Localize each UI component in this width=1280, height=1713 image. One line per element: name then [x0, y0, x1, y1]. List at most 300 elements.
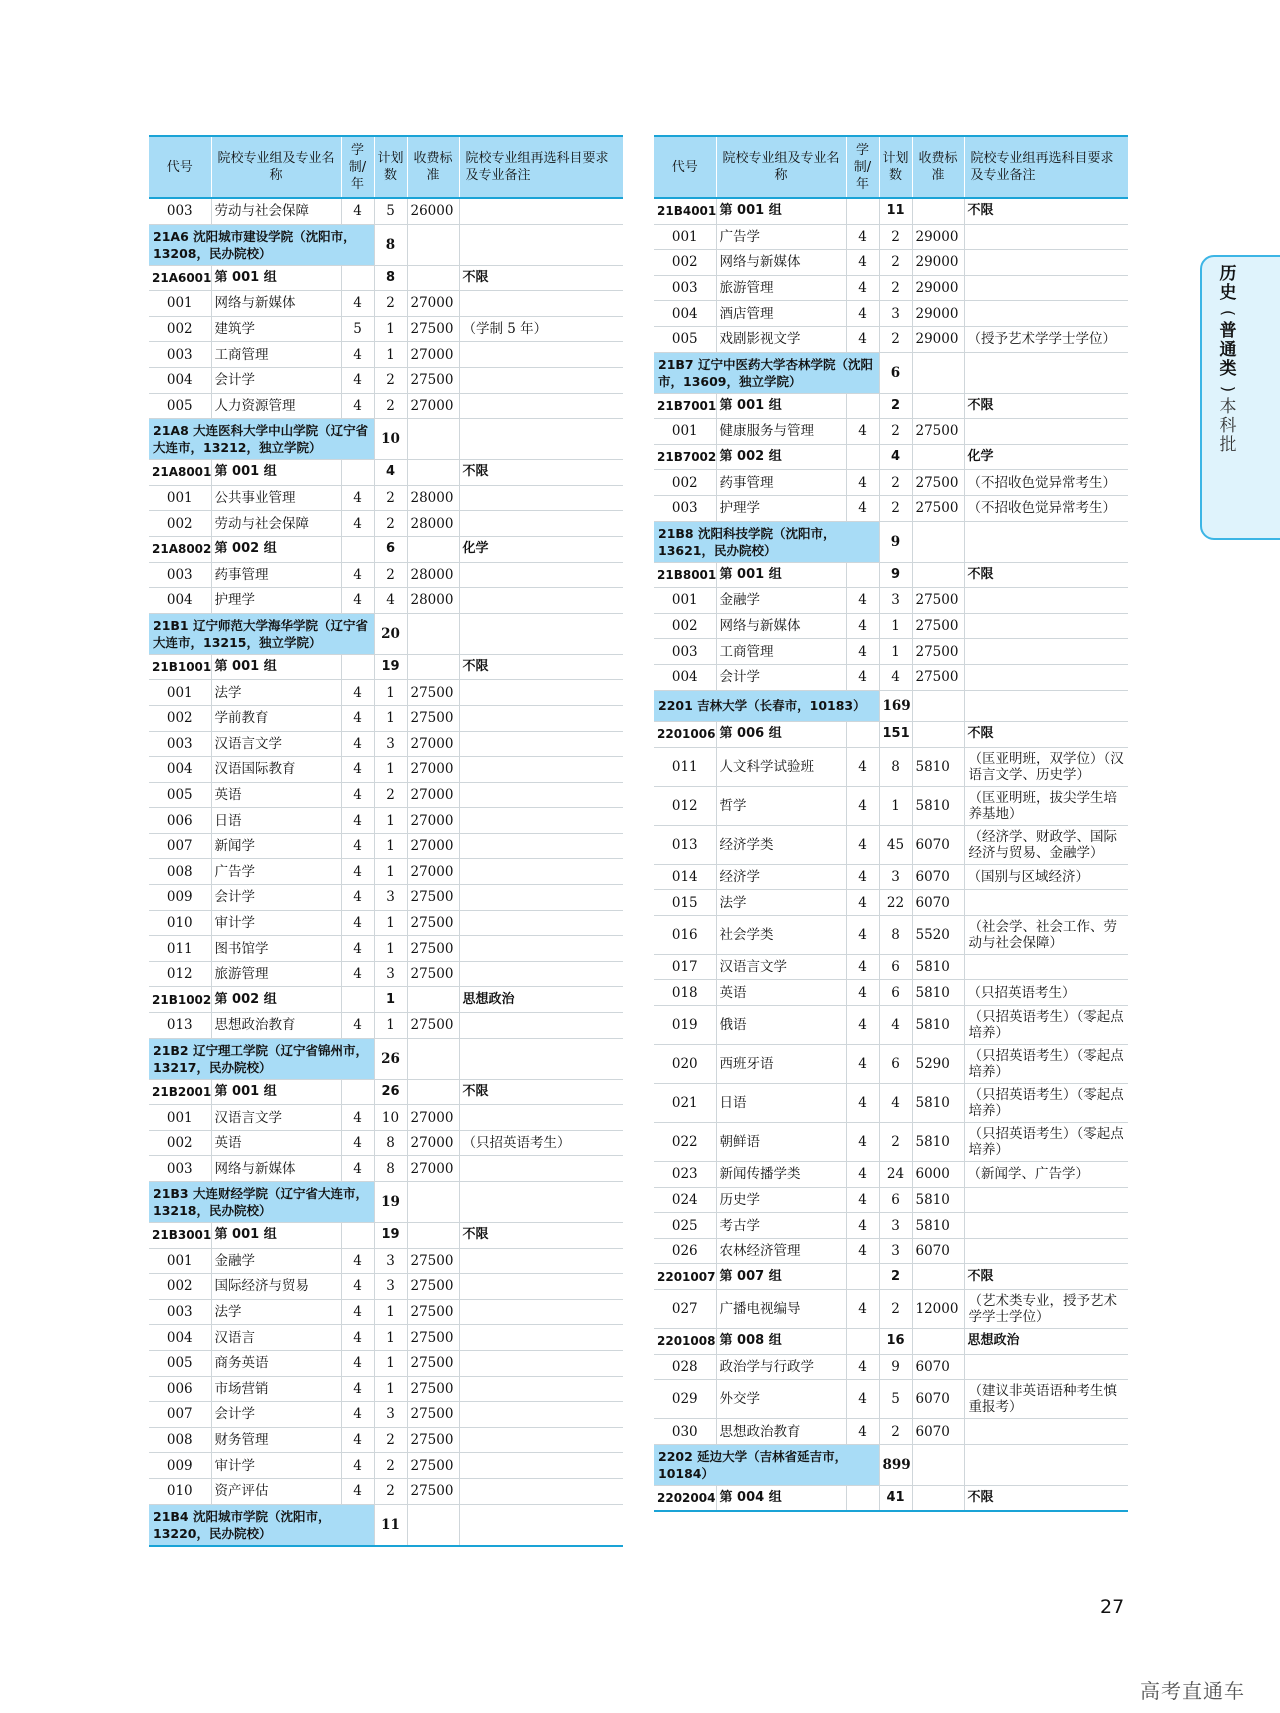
school-plan: 8 — [374, 224, 407, 265]
major-plan: 1 — [374, 705, 407, 731]
major-name: 法学 — [716, 890, 846, 916]
major-name: 建筑学 — [211, 316, 341, 342]
group-requirement: 不限 — [964, 722, 1128, 748]
major-row — [149, 342, 623, 368]
major-years: 4 — [341, 1105, 374, 1131]
major-code: 012 — [149, 961, 211, 987]
major-plan: 6 — [879, 1045, 912, 1084]
major-years: 4 — [846, 495, 879, 521]
major-fee: 6070 — [912, 1380, 964, 1419]
major-fee: 27000 — [407, 782, 459, 808]
major-remark — [459, 910, 623, 936]
major-years: 4 — [846, 588, 879, 614]
major-years: 4 — [846, 1290, 879, 1329]
major-name: 俄语 — [716, 1006, 846, 1045]
major-code: 009 — [149, 1453, 211, 1479]
major-fee: 26000 — [407, 198, 459, 224]
major-fee: 27000 — [407, 859, 459, 885]
major-name: 旅游管理 — [716, 275, 846, 301]
group-requirement: 不限 — [459, 1079, 623, 1105]
major-years: 4 — [341, 485, 374, 511]
major-years: 4 — [846, 915, 879, 954]
major-code: 001 — [654, 224, 716, 250]
major-code: 019 — [654, 1006, 716, 1045]
major-row — [149, 1130, 623, 1156]
major-fee: 27000 — [407, 833, 459, 859]
group-code: 2202004 — [654, 1485, 716, 1511]
major-plan: 2 — [374, 485, 407, 511]
group-requirement: 思想政治 — [459, 987, 623, 1013]
major-name: 农林经济管理 — [716, 1238, 846, 1264]
major-remark — [964, 275, 1128, 301]
major-name: 日语 — [716, 1084, 846, 1123]
major-name: 学前教育 — [211, 705, 341, 731]
group-requirement: 化学 — [964, 444, 1128, 470]
major-plan: 22 — [879, 890, 912, 916]
header-remark: 院校专业组再选科目要求及专业备注 — [964, 136, 1128, 198]
group-row — [654, 393, 1128, 419]
side-tab-batch: 本 科 批 — [1219, 397, 1237, 455]
major-years: 4 — [341, 198, 374, 224]
major-fee: 27000 — [407, 731, 459, 757]
major-plan: 3 — [374, 961, 407, 987]
major-remark — [459, 1274, 623, 1300]
empty-cell — [341, 1079, 374, 1105]
major-name: 工商管理 — [716, 639, 846, 665]
empty-cell — [407, 224, 459, 265]
major-row — [149, 1274, 623, 1300]
empty-cell — [964, 352, 1128, 393]
group-plan: 4 — [879, 444, 912, 470]
major-plan: 1 — [374, 808, 407, 834]
major-row — [654, 1084, 1128, 1123]
admission-table-right — [654, 135, 1128, 1512]
major-plan: 2 — [374, 291, 407, 317]
major-plan: 5 — [374, 198, 407, 224]
major-plan: 2 — [879, 224, 912, 250]
major-code: 002 — [149, 316, 211, 342]
major-plan: 1 — [879, 639, 912, 665]
major-plan: 2 — [374, 367, 407, 393]
major-fee: 29000 — [912, 275, 964, 301]
major-plan: 1 — [374, 910, 407, 936]
major-row — [149, 1453, 623, 1479]
major-remark — [459, 393, 623, 419]
group-plan: 2 — [879, 1264, 912, 1290]
major-years: 4 — [341, 1299, 374, 1325]
major-name: 护理学 — [211, 588, 341, 614]
group-requirement: 化学 — [459, 536, 623, 562]
major-row — [654, 1187, 1128, 1213]
major-code: 004 — [149, 757, 211, 783]
major-years: 4 — [341, 1013, 374, 1039]
major-code: 023 — [654, 1162, 716, 1188]
major-fee: 5810 — [912, 980, 964, 1006]
major-remark: （授予艺术学学士学位） — [964, 326, 1128, 352]
major-code: 004 — [149, 1325, 211, 1351]
major-remark — [964, 250, 1128, 276]
group-name: 第 002 组 — [211, 987, 341, 1013]
major-name: 日语 — [211, 808, 341, 834]
empty-cell — [341, 460, 374, 486]
group-plan: 4 — [374, 460, 407, 486]
major-plan: 3 — [879, 301, 912, 327]
major-remark: （不招收色觉异常考生） — [964, 495, 1128, 521]
major-fee: 27500 — [407, 1325, 459, 1351]
major-row — [149, 808, 623, 834]
major-name: 英语 — [211, 782, 341, 808]
major-plan: 1 — [374, 757, 407, 783]
major-remark — [459, 680, 623, 706]
major-years: 4 — [846, 639, 879, 665]
major-code: 002 — [654, 250, 716, 276]
major-years: 4 — [846, 1419, 879, 1445]
major-name: 审计学 — [211, 910, 341, 936]
school-plan: 20 — [374, 613, 407, 654]
major-plan: 1 — [374, 936, 407, 962]
group-row — [654, 1264, 1128, 1290]
major-years: 4 — [846, 301, 879, 327]
school-plan: 169 — [879, 690, 912, 722]
major-plan: 2 — [879, 419, 912, 445]
major-code: 002 — [149, 1274, 211, 1300]
major-plan: 1 — [374, 1376, 407, 1402]
major-row — [149, 393, 623, 419]
major-plan: 8 — [374, 1130, 407, 1156]
group-row — [149, 536, 623, 562]
group-plan: 8 — [374, 265, 407, 291]
group-row — [654, 562, 1128, 588]
major-remark — [459, 885, 623, 911]
major-fee: 27000 — [407, 808, 459, 834]
empty-cell — [341, 1223, 374, 1249]
major-code: 001 — [654, 419, 716, 445]
major-row — [149, 198, 623, 224]
major-row — [654, 326, 1128, 352]
major-fee: 6070 — [912, 890, 964, 916]
major-fee: 27500 — [407, 1013, 459, 1039]
major-row — [149, 1156, 623, 1182]
major-name: 会计学 — [716, 664, 846, 690]
major-row — [654, 915, 1128, 954]
major-code: 005 — [654, 326, 716, 352]
school-plan: 899 — [879, 1444, 912, 1485]
major-code: 003 — [149, 1156, 211, 1182]
major-remark — [459, 1156, 623, 1182]
major-row — [149, 1105, 623, 1131]
empty-cell — [846, 1485, 879, 1511]
major-code: 004 — [149, 367, 211, 393]
group-name: 第 001 组 — [211, 265, 341, 291]
major-code: 029 — [654, 1380, 716, 1419]
header-code: 代号 — [654, 136, 716, 198]
major-years: 4 — [341, 1156, 374, 1182]
empty-cell — [912, 521, 964, 562]
major-code: 003 — [149, 731, 211, 757]
major-code: 002 — [149, 705, 211, 731]
major-name: 汉语言文学 — [211, 1105, 341, 1131]
major-fee: 28000 — [407, 511, 459, 537]
major-fee: 27500 — [407, 910, 459, 936]
side-tab-category-2: 普 通 类 — [1219, 321, 1237, 379]
major-plan: 2 — [879, 470, 912, 496]
group-code: 21A8002 — [149, 536, 211, 562]
major-fee: 29000 — [912, 250, 964, 276]
major-fee: 27500 — [407, 936, 459, 962]
major-years: 4 — [846, 419, 879, 445]
major-row — [654, 1290, 1128, 1329]
school-row — [149, 224, 623, 265]
major-code: 028 — [654, 1354, 716, 1380]
header-plan: 计划数 — [879, 136, 912, 198]
empty-cell — [912, 1264, 964, 1290]
group-code: 21A8001 — [149, 460, 211, 486]
major-row — [654, 639, 1128, 665]
major-code: 001 — [149, 1105, 211, 1131]
admission-table-left — [149, 135, 623, 1547]
major-code: 026 — [654, 1238, 716, 1264]
major-years: 4 — [846, 980, 879, 1006]
major-fee: 5810 — [912, 1123, 964, 1162]
empty-cell — [912, 1329, 964, 1355]
empty-cell — [407, 265, 459, 291]
empty-cell — [407, 613, 459, 654]
major-row — [149, 1478, 623, 1504]
major-code: 007 — [149, 833, 211, 859]
major-name: 新闻学 — [211, 833, 341, 859]
major-fee: 6000 — [912, 1162, 964, 1188]
major-fee: 27000 — [407, 1105, 459, 1131]
major-remark — [459, 1299, 623, 1325]
major-remark — [964, 613, 1128, 639]
school-plan: 11 — [374, 1504, 407, 1546]
school-name: 21B3 大连财经学院（辽宁省大连市，13218，民办院校） — [149, 1182, 374, 1223]
group-code: 21B7002 — [654, 444, 716, 470]
major-remark: （只招英语考生）（零起点培养） — [964, 1006, 1128, 1045]
empty-cell — [341, 536, 374, 562]
major-plan: 3 — [374, 1248, 407, 1274]
major-code: 001 — [149, 485, 211, 511]
major-plan: 4 — [879, 664, 912, 690]
major-fee: 5810 — [912, 1213, 964, 1239]
group-name: 第 002 组 — [716, 444, 846, 470]
major-years: 4 — [341, 808, 374, 834]
major-row — [149, 485, 623, 511]
school-row — [149, 1182, 623, 1223]
major-row — [149, 1427, 623, 1453]
major-code: 001 — [654, 588, 716, 614]
major-fee: 28000 — [407, 562, 459, 588]
group-name: 第 001 组 — [211, 460, 341, 486]
major-row — [654, 747, 1128, 786]
major-remark — [459, 859, 623, 885]
group-code: 21B7001 — [654, 393, 716, 419]
major-name: 劳动与社会保障 — [211, 511, 341, 537]
major-remark — [459, 1453, 623, 1479]
major-years: 4 — [341, 1427, 374, 1453]
group-plan: 9 — [879, 562, 912, 588]
major-remark — [964, 1187, 1128, 1213]
group-name: 第 001 组 — [716, 562, 846, 588]
school-name: 21A8 大连医科大学中山学院（辽宁省大连市，13212，独立学院） — [149, 419, 374, 460]
major-fee: 27500 — [407, 1478, 459, 1504]
major-years: 4 — [846, 250, 879, 276]
major-years: 4 — [341, 885, 374, 911]
major-code: 021 — [654, 1084, 716, 1123]
major-row — [149, 731, 623, 757]
major-code: 017 — [654, 954, 716, 980]
major-row — [654, 250, 1128, 276]
major-plan: 2 — [879, 495, 912, 521]
group-requirement: 不限 — [964, 1485, 1128, 1511]
major-row — [149, 961, 623, 987]
group-requirement: 不限 — [964, 198, 1128, 224]
major-years: 4 — [341, 859, 374, 885]
major-fee: 27500 — [407, 1248, 459, 1274]
empty-cell — [407, 1038, 459, 1079]
major-fee: 27500 — [407, 885, 459, 911]
major-row — [149, 680, 623, 706]
group-code: 21B8001 — [654, 562, 716, 588]
major-fee: 6070 — [912, 1238, 964, 1264]
group-row — [149, 460, 623, 486]
group-row — [149, 1079, 623, 1105]
major-code: 003 — [149, 1299, 211, 1325]
major-name: 汉语言 — [211, 1325, 341, 1351]
group-code: 21B3001 — [149, 1223, 211, 1249]
major-row — [654, 786, 1128, 825]
empty-cell — [912, 1444, 964, 1485]
major-name: 广告学 — [716, 224, 846, 250]
group-requirement: 思想政治 — [964, 1329, 1128, 1355]
major-plan: 1 — [374, 1350, 407, 1376]
major-years: 4 — [341, 1350, 374, 1376]
major-plan: 8 — [879, 747, 912, 786]
empty-cell — [912, 198, 964, 224]
major-code: 001 — [149, 680, 211, 706]
major-remark: （艺术类专业，授予艺术学学士学位） — [964, 1290, 1128, 1329]
school-row — [654, 521, 1128, 562]
major-remark — [459, 1105, 623, 1131]
major-plan: 3 — [374, 1274, 407, 1300]
school-name: 21B8 沈阳科技学院（沈阳市，13621，民办院校） — [654, 521, 879, 562]
major-row — [654, 495, 1128, 521]
header-fee: 收费标准 — [407, 136, 459, 198]
major-row — [149, 291, 623, 317]
major-row — [654, 1238, 1128, 1264]
school-name: 2201 吉林大学（长春市，10183） — [654, 690, 879, 722]
major-years: 4 — [846, 1187, 879, 1213]
major-name: 思想政治教育 — [211, 1013, 341, 1039]
major-name: 政治学与行政学 — [716, 1354, 846, 1380]
empty-cell — [846, 562, 879, 588]
major-plan: 1 — [374, 859, 407, 885]
empty-cell — [407, 1182, 459, 1223]
major-years: 4 — [846, 224, 879, 250]
major-row — [149, 562, 623, 588]
major-plan: 4 — [374, 588, 407, 614]
major-row — [149, 1013, 623, 1039]
major-row — [654, 664, 1128, 690]
major-fee: 27500 — [912, 613, 964, 639]
major-name: 审计学 — [211, 1453, 341, 1479]
header-name: 院校专业组及专业名称 — [716, 136, 846, 198]
major-name: 旅游管理 — [211, 961, 341, 987]
header-years: 学制/年 — [341, 136, 374, 198]
empty-cell — [459, 1182, 623, 1223]
major-row — [654, 1213, 1128, 1239]
major-name: 人力资源管理 — [211, 393, 341, 419]
group-row — [654, 198, 1128, 224]
major-name: 金融学 — [716, 588, 846, 614]
major-remark — [459, 757, 623, 783]
major-row — [654, 864, 1128, 890]
major-years: 4 — [846, 664, 879, 690]
major-name: 网络与新媒体 — [211, 291, 341, 317]
major-remark: （经济学、财政学、国际经济与贸易、金融学） — [964, 825, 1128, 864]
major-fee: 28000 — [407, 485, 459, 511]
major-code: 004 — [654, 301, 716, 327]
empty-cell — [407, 419, 459, 460]
major-plan: 2 — [879, 275, 912, 301]
group-code: 21B1001 — [149, 654, 211, 680]
major-fee: 6070 — [912, 825, 964, 864]
major-plan: 10 — [374, 1105, 407, 1131]
major-code: 002 — [654, 613, 716, 639]
major-code: 011 — [654, 747, 716, 786]
major-code: 006 — [149, 808, 211, 834]
group-plan: 6 — [374, 536, 407, 562]
major-plan: 1 — [374, 833, 407, 859]
major-row — [149, 859, 623, 885]
major-fee: 29000 — [912, 301, 964, 327]
major-fee: 27500 — [912, 588, 964, 614]
major-row — [149, 705, 623, 731]
major-name: 劳动与社会保障 — [211, 198, 341, 224]
major-fee: 27500 — [407, 1402, 459, 1428]
major-remark: （只招英语考生）（零起点培养） — [964, 1084, 1128, 1123]
school-name: 21B2 辽宁理工学院（辽宁省锦州市，13217，民办院校） — [149, 1038, 374, 1079]
major-row — [654, 1006, 1128, 1045]
major-code: 007 — [149, 1402, 211, 1428]
school-plan: 6 — [879, 352, 912, 393]
major-years: 4 — [846, 1213, 879, 1239]
empty-cell — [459, 1504, 623, 1546]
group-plan: 11 — [879, 198, 912, 224]
major-code: 010 — [149, 1478, 211, 1504]
major-remark — [964, 890, 1128, 916]
major-remark: （只招英语考生） — [459, 1130, 623, 1156]
major-row — [654, 588, 1128, 614]
major-years: 4 — [341, 1402, 374, 1428]
major-years: 4 — [341, 1478, 374, 1504]
major-remark — [964, 664, 1128, 690]
major-remark — [459, 1478, 623, 1504]
major-row — [654, 419, 1128, 445]
group-row — [654, 1329, 1128, 1355]
major-fee: 27000 — [407, 393, 459, 419]
major-years: 4 — [846, 1162, 879, 1188]
major-code: 011 — [149, 936, 211, 962]
major-fee: 27500 — [407, 680, 459, 706]
major-row — [149, 1248, 623, 1274]
major-plan: 2 — [879, 1419, 912, 1445]
major-code: 025 — [654, 1213, 716, 1239]
group-code: 21B4001 — [654, 198, 716, 224]
major-row — [149, 936, 623, 962]
major-code: 003 — [149, 198, 211, 224]
major-remark: （建议非英语语种考生慎重报考） — [964, 1380, 1128, 1419]
